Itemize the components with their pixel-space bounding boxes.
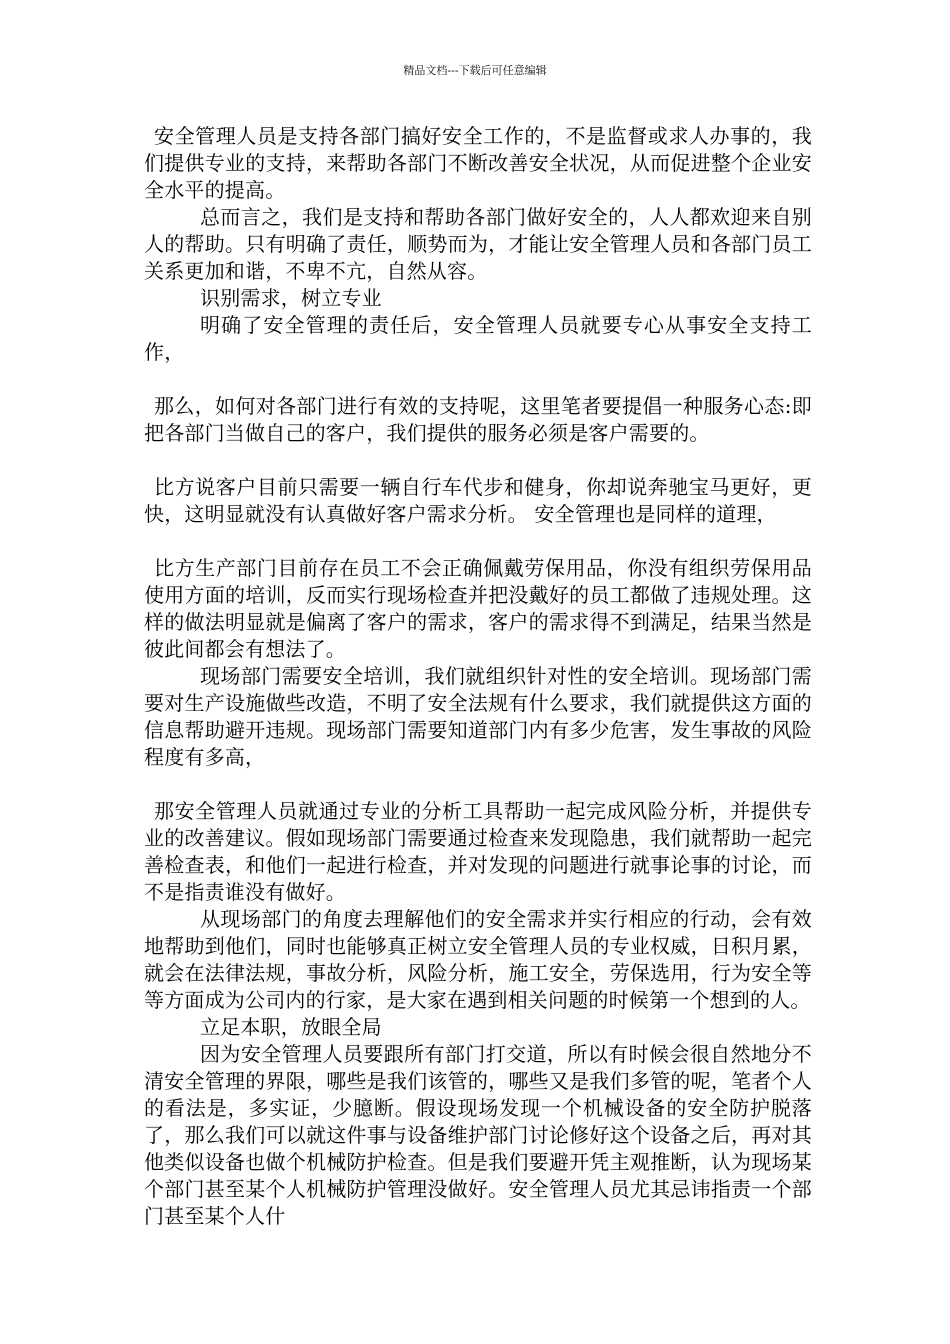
section-heading-2: 立足本职，放眼全局 [200, 1015, 382, 1039]
paragraph-4: 那么，如何对各部门进行有效的支持呢，这里笔者要提倡一种服务心态:即把各部门当做自己的客户，我们提供的服务必须是客户需要的。 [144, 394, 812, 445]
blank-line [144, 528, 812, 555]
blank-line [144, 771, 812, 798]
paragraph-1: 安全管理人员是支持各部门搞好安全工作的，不是监督或求人办事的，我们提供专业的支持，来帮助各部门不断改善安全状况，从而促进整个企业安全水平的提高。 [144, 124, 812, 202]
blank-line [144, 447, 812, 474]
paragraph-9: 从现场部门的角度去理解他们的安全需求并实行相应的行动，会有效地帮助到他们，同时也能够真正树立安全管理人员的专业权威，日积月累，就会在法律法规，事故分析，风险分析，施工安全，劳保选用，行为安全等等方面成为公司内的行家，是大家在遇到相关问题的时候第一个想到的人。 [144, 907, 812, 1012]
section-heading-1: 识别需求，树立专业 [200, 286, 382, 310]
paragraph-7: 现场部门需要安全培训，我们就组织针对性的安全培训。现场部门需要对生产设施做些改造，不明了安全法规有什么要求，我们就提供这方面的信息帮助避开违规。现场部门需要知道部门内有多少危害，发生事故的风险程度有多高， [144, 664, 812, 769]
blank-line [144, 366, 812, 393]
paragraph-8: 那安全管理人员就通过专业的分析工具帮助一起完成风险分析，并提供专业的改善建议。假如现场部门需要通过检查来发现隐患，我们就帮助一起完善检查表，和他们一起进行检查，并对发现的问题进行就事论事的讨论，而不是指责谁没有做好。 [144, 799, 812, 904]
page-header: 精品文档---下载后可任意编辑 [403, 64, 547, 77]
paragraph-3: 明确了安全管理的责任后，安全管理人员就要专心从事安全支持工作， [144, 313, 812, 364]
document-body [144, 123, 812, 1230]
paragraph-5: 比方说客户目前只需要一辆自行车代步和健身，你却说奔驰宝马更好，更快，这明显就没有认真做好客户需求分析。 安全管理也是同样的道理， [144, 475, 812, 526]
paragraph-6: 比方生产部门目前存在员工不会正确佩戴劳保用品，你没有组织劳保用品使用方面的培训，反而实行现场检查并把没戴好的员工都做了违规处理。这样的做法明显就是偏离了客户的需求，客户的需求得不到满足，结果当然是彼此间都会有想法了。 [144, 556, 812, 661]
paragraph-10: 因为安全管理人员要跟所有部门打交道，所以有时候会很自然地分不清安全管理的界限，哪些是我们该管的，哪些又是我们多管的呢，笔者个人的看法是，多实证，少臆断。假设现场发现一个机械设备的安全防护脱落了，那么我们可以就这件事与设备维护部门讨论修好这个设备之后，再对其他类似设备也做个机械防护检查。但是我们要避开凭主观推断，认为现场某个部门甚至某个人机械防护管理没做好。安全管理人员尤其忌讳指责一个部门甚至某个人什 [144, 1042, 812, 1228]
paragraph-2: 总而言之，我们是支持和帮助各部门做好安全的，人人都欢迎来自别人的帮助。只有明确了责任，顺势而为，才能让安全管理人员和各部门员工关系更加和谐，不卑不亢，自然从容。 [144, 205, 812, 283]
